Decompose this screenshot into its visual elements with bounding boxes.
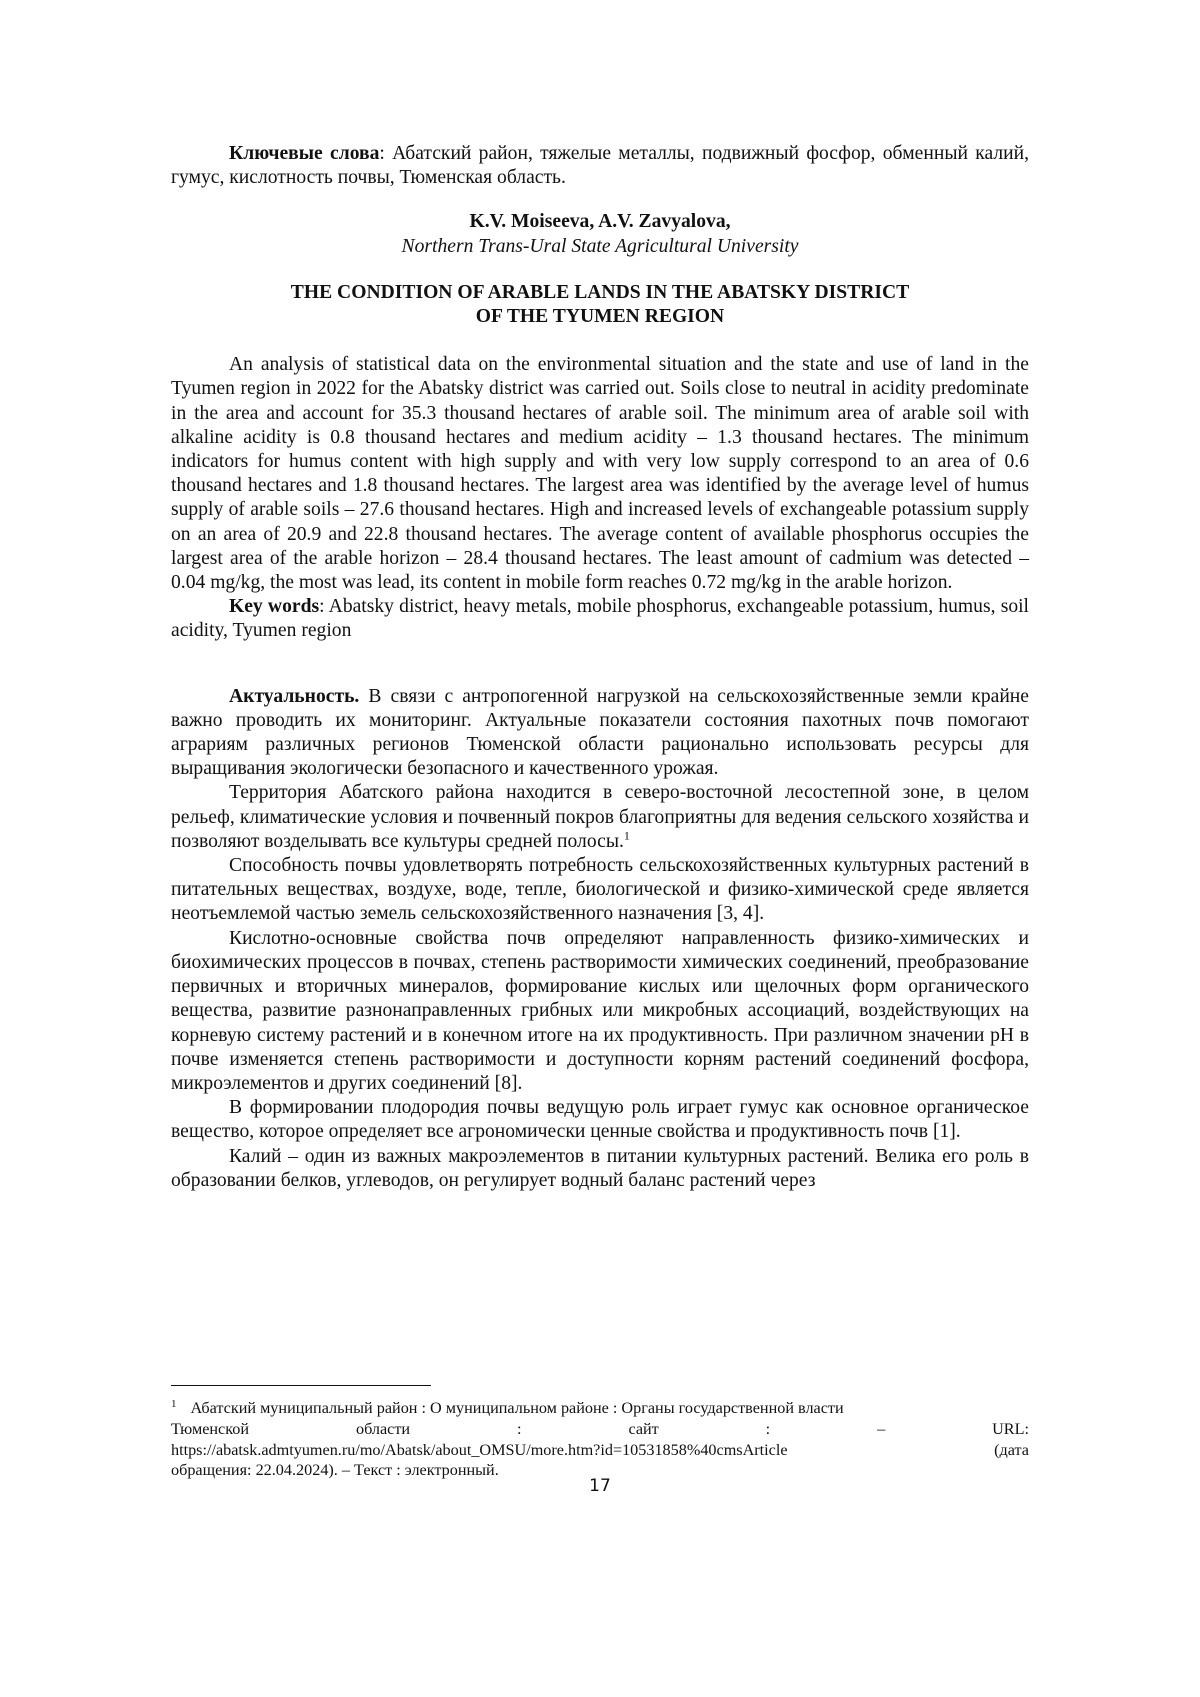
footnote-line-4: обращения: 22.04.2024). – Текст : электронный. <box>171 1461 499 1480</box>
footnote-word: области <box>355 1419 411 1438</box>
authors: K.V. Moiseeva, A.V. Zavyalova, <box>469 211 731 233</box>
page-number: 17 <box>589 1476 611 1496</box>
footnote-separator <box>171 1385 431 1386</box>
territory-text: Территория Абатского района находится в северо-восточной лесостепной зоне, в целом рельеф, климатические условия и почвенный покров благоприятны для ведения сельского хозяйства и позволяют возделывать все культуры средней полосы. <box>171 782 1029 852</box>
footnote-url[interactable]: https://abatsk.admtyumen.ru/mo/Abatsk/about_OMSU/more.htm?id=10531858%40cmsArticle <box>171 1440 788 1459</box>
territory-paragraph <box>171 781 1029 854</box>
relevance-label: Актуальность. <box>229 685 360 707</box>
footnote-word: URL: <box>992 1419 1029 1438</box>
keywords-en-text: : Abatsky district, heavy metals, mobile phosphorus, exchangeable potassium, humus, soil acidity, Tyumen region <box>171 596 1029 642</box>
acid-base-paragraph: Кислотно-основные свойства почв определяют направленность физико-химических и биохимических процессов в почвах, степень растворимости химических соединений, преобразование первичных и вторичных минералов, формирование кислых или щелочных форм органического вещества, развитие разнонаправленных грибных или микробных ассоциаций, воздействующих на корневую систему растений и в конечном итоге на их продуктивность. При различном значении pH в почве изменяется степень растворимости и доступности корням растений соединений фосфора, микроэлементов и других соединений [8]. <box>171 927 1029 1094</box>
footnote-line-2 <box>171 1419 1029 1440</box>
affiliation: Northern Trans-Ural State Agricultural University <box>401 235 799 257</box>
page-content <box>171 142 1029 1193</box>
keywords-ru-text: : Абатский район, тяжелые металлы, подвижный фосфор, обменный калий, гумус, кислотность почвы, Тюменская область. <box>171 143 1029 189</box>
keywords-ru <box>171 142 1029 190</box>
abstract-en: An analysis of statistical data on the environmental situation and the state and use of land in the Tyumen region in 2022 for the Abatsky district was carried out. Soils close to neutral in acidity predominate in the area and account for 35.3 thousand hectares of arable soil. The minimum area of arable soil with alkaline acidity is 0.8 thousand hectares and medium acidity – 1.3 thousand hectares. The minimum indicators for humus content with high supply and with very low supply correspond to an area of 0.6 thousand hectares and 1.8 thousand hectares. The largest area was identified by the average level of humus supply of arable soils – 27.6 thousand hectares. High and increased levels of exchangeable potassium supply on an area of 20.9 and 22.8 thousand hectares. The average content of available phosphorus occupies the largest area of the arable horizon – 28.4 thousand hectares. The least amount of cadmium was detected – 0.04 mg/kg, the most was lead, its content in mobile form reaches 0.72 mg/kg in the arable horizon. <box>171 354 1029 594</box>
footnote-line-3 <box>171 1440 1029 1461</box>
title-line-1: THE CONDITION OF ARABLE LANDS IN THE ABATSKY DISTRICT <box>290 281 910 303</box>
footnote <box>171 1398 1029 1481</box>
relevance-text: В связи с антропогенной нагрузкой на сельскохозяйственные земли крайне важно проводить их мониторинг. Актуальные показатели состояния пахотных почв помогают аграриям различных регионов Тюменской области рационально использовать ресурсы для выращивания экологически безопасного и качественного урожая. <box>171 685 1029 780</box>
footnote-ref[interactable]: 1 <box>623 828 630 843</box>
humus-paragraph: В формировании плодородия почвы ведущую роль играет гумус как основное органическое вещество, которое определяет все агрономически ценные свойства и продуктивность почв [1]. <box>171 1097 1029 1143</box>
footnote-word: : <box>517 1419 522 1438</box>
footnote-word: (дата <box>994 1440 1029 1459</box>
footnote-word: Тюменской <box>171 1419 250 1438</box>
keywords-en-label: Key words <box>229 596 320 618</box>
footnote-word: – <box>877 1419 886 1438</box>
title-line-2: OF THE TYUMEN REGION <box>475 306 725 328</box>
keywords-ru-label: Ключевые слова <box>229 143 380 164</box>
footnote-word: : <box>765 1419 771 1438</box>
footnote-line-1 <box>171 1398 1029 1419</box>
paper-title <box>171 281 1029 329</box>
soil-capacity-paragraph: Способность почвы удовлетворять потребность сельскохозяйственных культурных растений в питательных веществах, воздухе, воде, тепле, биологической и физико-химической среде является неотъемлемой частью земель сельскохозяйственного назначения [3, 4]. <box>171 855 1029 925</box>
footnote-mark: 1 <box>171 1397 177 1410</box>
relevance-paragraph <box>171 685 1029 782</box>
footnote-word: сайт <box>628 1419 659 1438</box>
footnote-line-1-text: Абатский муниципальный район : О муниципальном районе : Органы государственной власти <box>190 1399 844 1417</box>
keywords-en <box>171 595 1029 643</box>
potassium-paragraph: Калий – один из важных макроэлементов в питании культурных растений. Велика его роль в образовании белков, углеводов, он регулирует водный баланс растений через <box>171 1145 1029 1191</box>
